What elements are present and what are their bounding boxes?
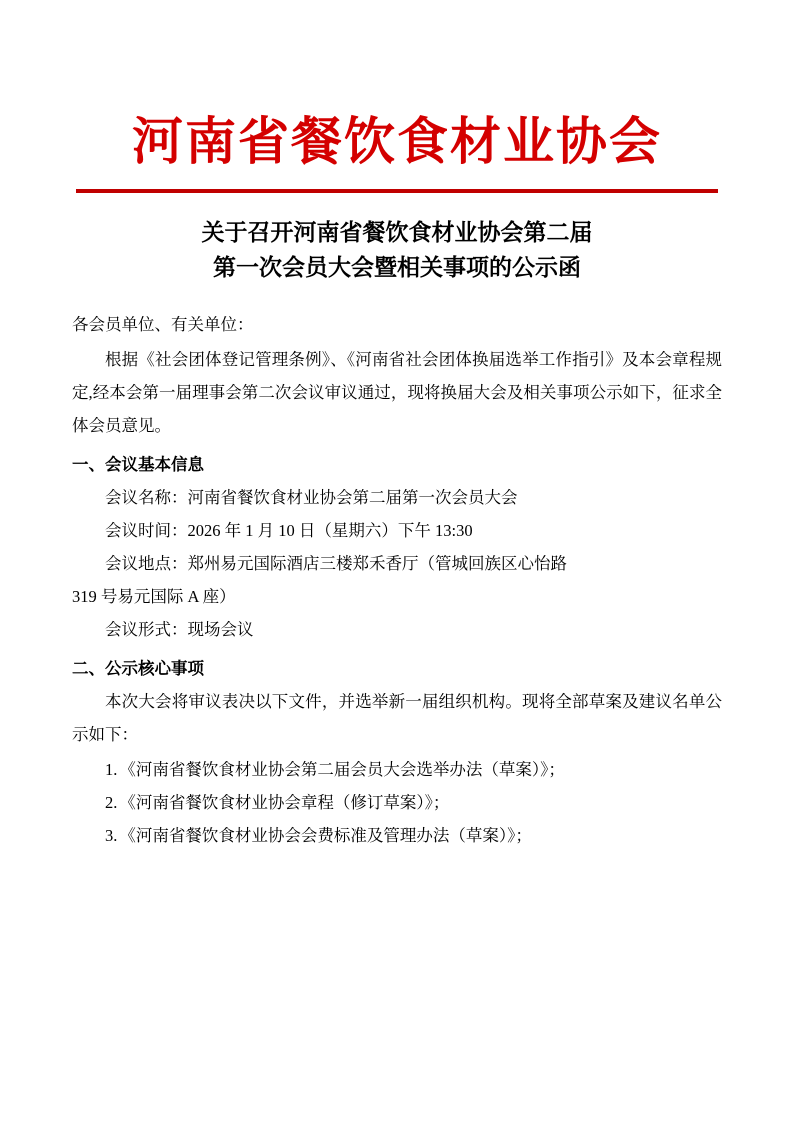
- document-title-line-1: 关于召开河南省餐饮食材业协会第二届: [201, 219, 593, 245]
- list-item-number: 2.: [105, 792, 118, 812]
- section-heading-1: 一、会议基本信息: [72, 454, 204, 474]
- meeting-format: 会议形式：现场会议: [105, 619, 254, 639]
- meeting-location-cont: 319 号易元国际 A 座）: [72, 586, 236, 606]
- letterhead-title: 河南省餐饮食材业协会: [131, 113, 662, 172]
- meeting-time: 会议时间：2026 年 1 月 10 日（星期六）下午 13:30: [105, 520, 473, 540]
- intro-paragraph: 根据《社会团体登记管理条例》、《河南省社会团体换届选举工作指引》及本会章程规定,经本会第一届理事会第二次会议审议通过，现将换届大会及相关事项公示如下，征求全体会员意见。: [72, 349, 722, 435]
- list-item-text: 《河南省餐饮食材业协会章程（修订草案）》；: [119, 792, 450, 812]
- list-item: [72, 786, 722, 819]
- list-item-text: 《河南省餐饮食材业协会第二届会员大会选举办法（草案）》；: [119, 759, 565, 779]
- document-title-line-2: 第一次会员大会暨相关事项的公示函: [213, 255, 581, 281]
- list-item: [72, 819, 722, 852]
- list-item-number: 3.: [105, 825, 118, 845]
- header-divider: [76, 189, 718, 193]
- section-2-paragraph: 本次大会将审议表决以下文件，并选举新一届组织机构。现将全部草案及建议名单公示如下：: [72, 691, 722, 744]
- list-item-number: 1.: [105, 759, 118, 779]
- section-heading-2: 二、公示核心事项: [72, 658, 204, 678]
- list-item-text: 《河南省餐饮食材业协会会费标准及管理办法（草案）》；: [119, 825, 532, 845]
- public-notice-list: [72, 753, 722, 852]
- document-title: [72, 215, 722, 286]
- salutation: 各会员单位、有关单位：: [72, 314, 254, 334]
- meeting-name: 会议名称：河南省餐饮食材业协会第二届第一次会员大会: [105, 487, 518, 507]
- list-item: [72, 753, 722, 786]
- meeting-location: 会议地点：郑州易元国际酒店三楼郑禾香厅（管城回族区心怡路: [105, 553, 567, 573]
